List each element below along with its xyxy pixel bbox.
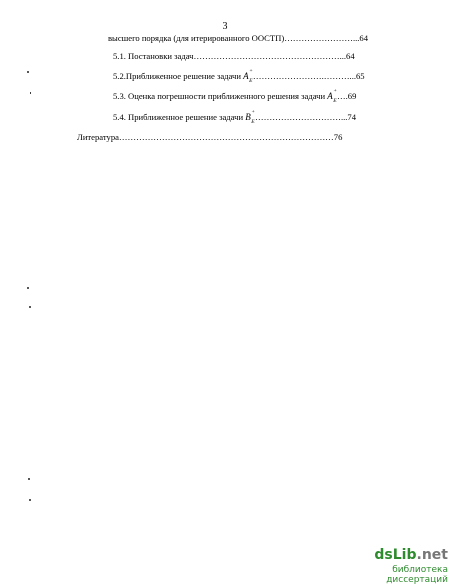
toc-entry-page: 64 xyxy=(359,33,369,43)
toc-entry xyxy=(108,33,368,44)
toc-entry-page: 65 xyxy=(356,71,365,81)
watermark-tagline: библиотека диссертаций xyxy=(386,565,448,585)
toc-entry-dots: …. xyxy=(337,91,348,101)
watermark xyxy=(340,547,448,585)
toc-entry-text: 5.1. Постановки задач……………………………………………... xyxy=(113,51,347,61)
toc-entry-page: 76 xyxy=(333,132,343,142)
math-symbol: A + E xyxy=(243,68,253,84)
toc-entry-page: 74 xyxy=(347,112,357,122)
toc-entry-text: 5.4. Приближенное решение задачи xyxy=(113,112,244,122)
toc-entry-text: высшего порядка (для итерированного ООСТП)……………………... xyxy=(108,33,360,43)
toc-entry-page: 69 xyxy=(347,91,357,101)
toc-entry xyxy=(113,88,357,104)
toc-entry xyxy=(113,109,357,125)
watermark-logo: dsLib.net xyxy=(374,547,448,563)
toc-entry xyxy=(113,68,365,84)
toc-entry-dots: …………………………... xyxy=(255,112,348,122)
toc-entry-text: 5.2.Приближенное решение задачи xyxy=(113,71,241,81)
toc-entry-page: 64 xyxy=(346,51,355,61)
toc-entry-text: 5.3. Оценка погрешности приближенного решения задачи xyxy=(113,91,326,101)
toc-entry xyxy=(77,132,342,143)
toc-entry-text: Литература………………………………………………………………… xyxy=(77,132,334,142)
toc-entry xyxy=(113,51,355,62)
toc-entry-dots: …………………….………... xyxy=(252,71,356,81)
page-number: 3 xyxy=(222,21,228,32)
math-symbol: B + E xyxy=(245,109,255,125)
math-symbol: A + E xyxy=(327,88,337,104)
